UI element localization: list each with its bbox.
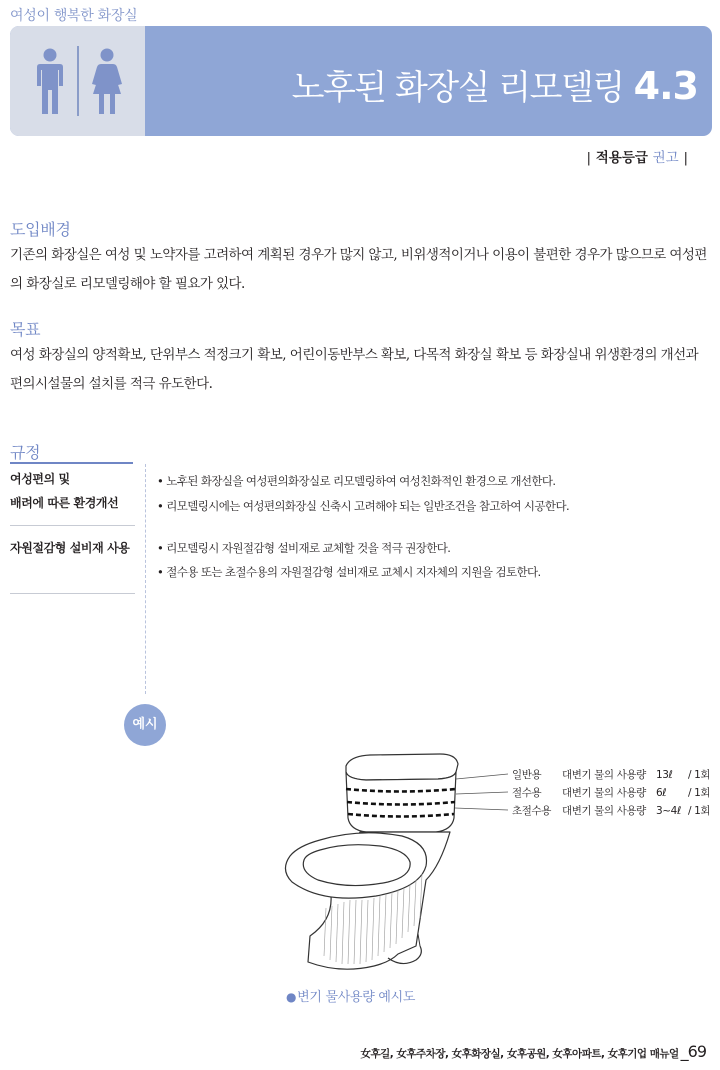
title-banner: [10, 26, 712, 136]
goal-heading: 목표: [10, 320, 41, 339]
icon-divider: [77, 46, 79, 116]
regulation-separator: [10, 593, 135, 594]
regulation-dashed-guide: [145, 464, 146, 694]
usage-row: 일반용 대변기 물의 사용량 13ℓ / 1회: [512, 769, 711, 781]
man-icon: [36, 48, 64, 116]
toilet-illustration: [270, 748, 520, 980]
regulation-label-2: 자원절감형 설비재 사용: [10, 541, 130, 555]
usage-row: 절수용 대변기 물의 사용량 6ℓ / 1회: [512, 787, 711, 799]
regulation-item: • 리모델링시 자원절감형 설비재로 교체할 것을 적극 권장한다.: [157, 541, 451, 555]
regulation-item: • 노후된 화장실을 여성편의화장실로 리모델링하여 여성친화적인 환경으로 개선한다.: [157, 474, 556, 488]
grade-value: 권고: [652, 150, 679, 166]
usage-row: 초절수용 대변기 물의 사용량 3~4ℓ / 1회: [512, 805, 711, 817]
example-badge: 예시: [124, 704, 166, 746]
grade-label: 적용등급: [595, 150, 648, 166]
regulation-heading: 규정: [10, 443, 41, 462]
page-title: [292, 60, 698, 109]
regulation-separator: [10, 525, 135, 526]
section-number: 4.3: [633, 64, 698, 108]
regulation-rule: [10, 462, 133, 464]
background-text: 기존의 화장실은 여성 및 노약자를 고려하여 계획된 경우가 많지 않고, 비위생적이거나 이용이 불편한 경우가 많으므로 여성편의 화장실로 리모델링해야 할 필요가 있다.: [10, 247, 707, 292]
page-number: _69: [680, 1042, 706, 1061]
regulation-item: • 절수용 또는 초절수용의 자원절감형 설비재로 교체시 지자체의 지원을 검토한다.: [157, 565, 541, 579]
goal-text: 여성 화장실의 양적확보, 단위부스 적정크기 확보, 어린이동반부스 확보, 다목적 화장실 확보 등 화장실내 위생환경의 개선과 편의시설물의 설치를 적극 유도한다.: [10, 347, 699, 392]
regulation-item: • 리모델링시에는 여성편의화장실 신축시 고려해야 되는 일반조건을 참고하여 시공한다.: [157, 499, 570, 513]
background-heading: 도입배경: [10, 220, 71, 239]
woman-icon: [90, 48, 124, 116]
footer-text: 女후길, 女후주차장, 女후화장실, 女후공원, 女후아파트, 女후기업 매뉴얼: [360, 1048, 679, 1060]
running-head: 여성이 행복한 화장실: [10, 8, 138, 24]
bullet-icon: ●: [286, 990, 297, 1004]
regulation-label-1: 여성편의 및 배려에 따른 환경개선: [10, 472, 119, 510]
figure-caption: ●변기 물사용량 예시도: [286, 990, 416, 1005]
page-footer: [360, 1042, 706, 1061]
page-title-text: 노후된 화장실 리모델링: [291, 68, 624, 108]
grade-indicator: | 적용등급 권고 |: [586, 150, 688, 166]
restroom-icon-panel: [10, 26, 145, 136]
